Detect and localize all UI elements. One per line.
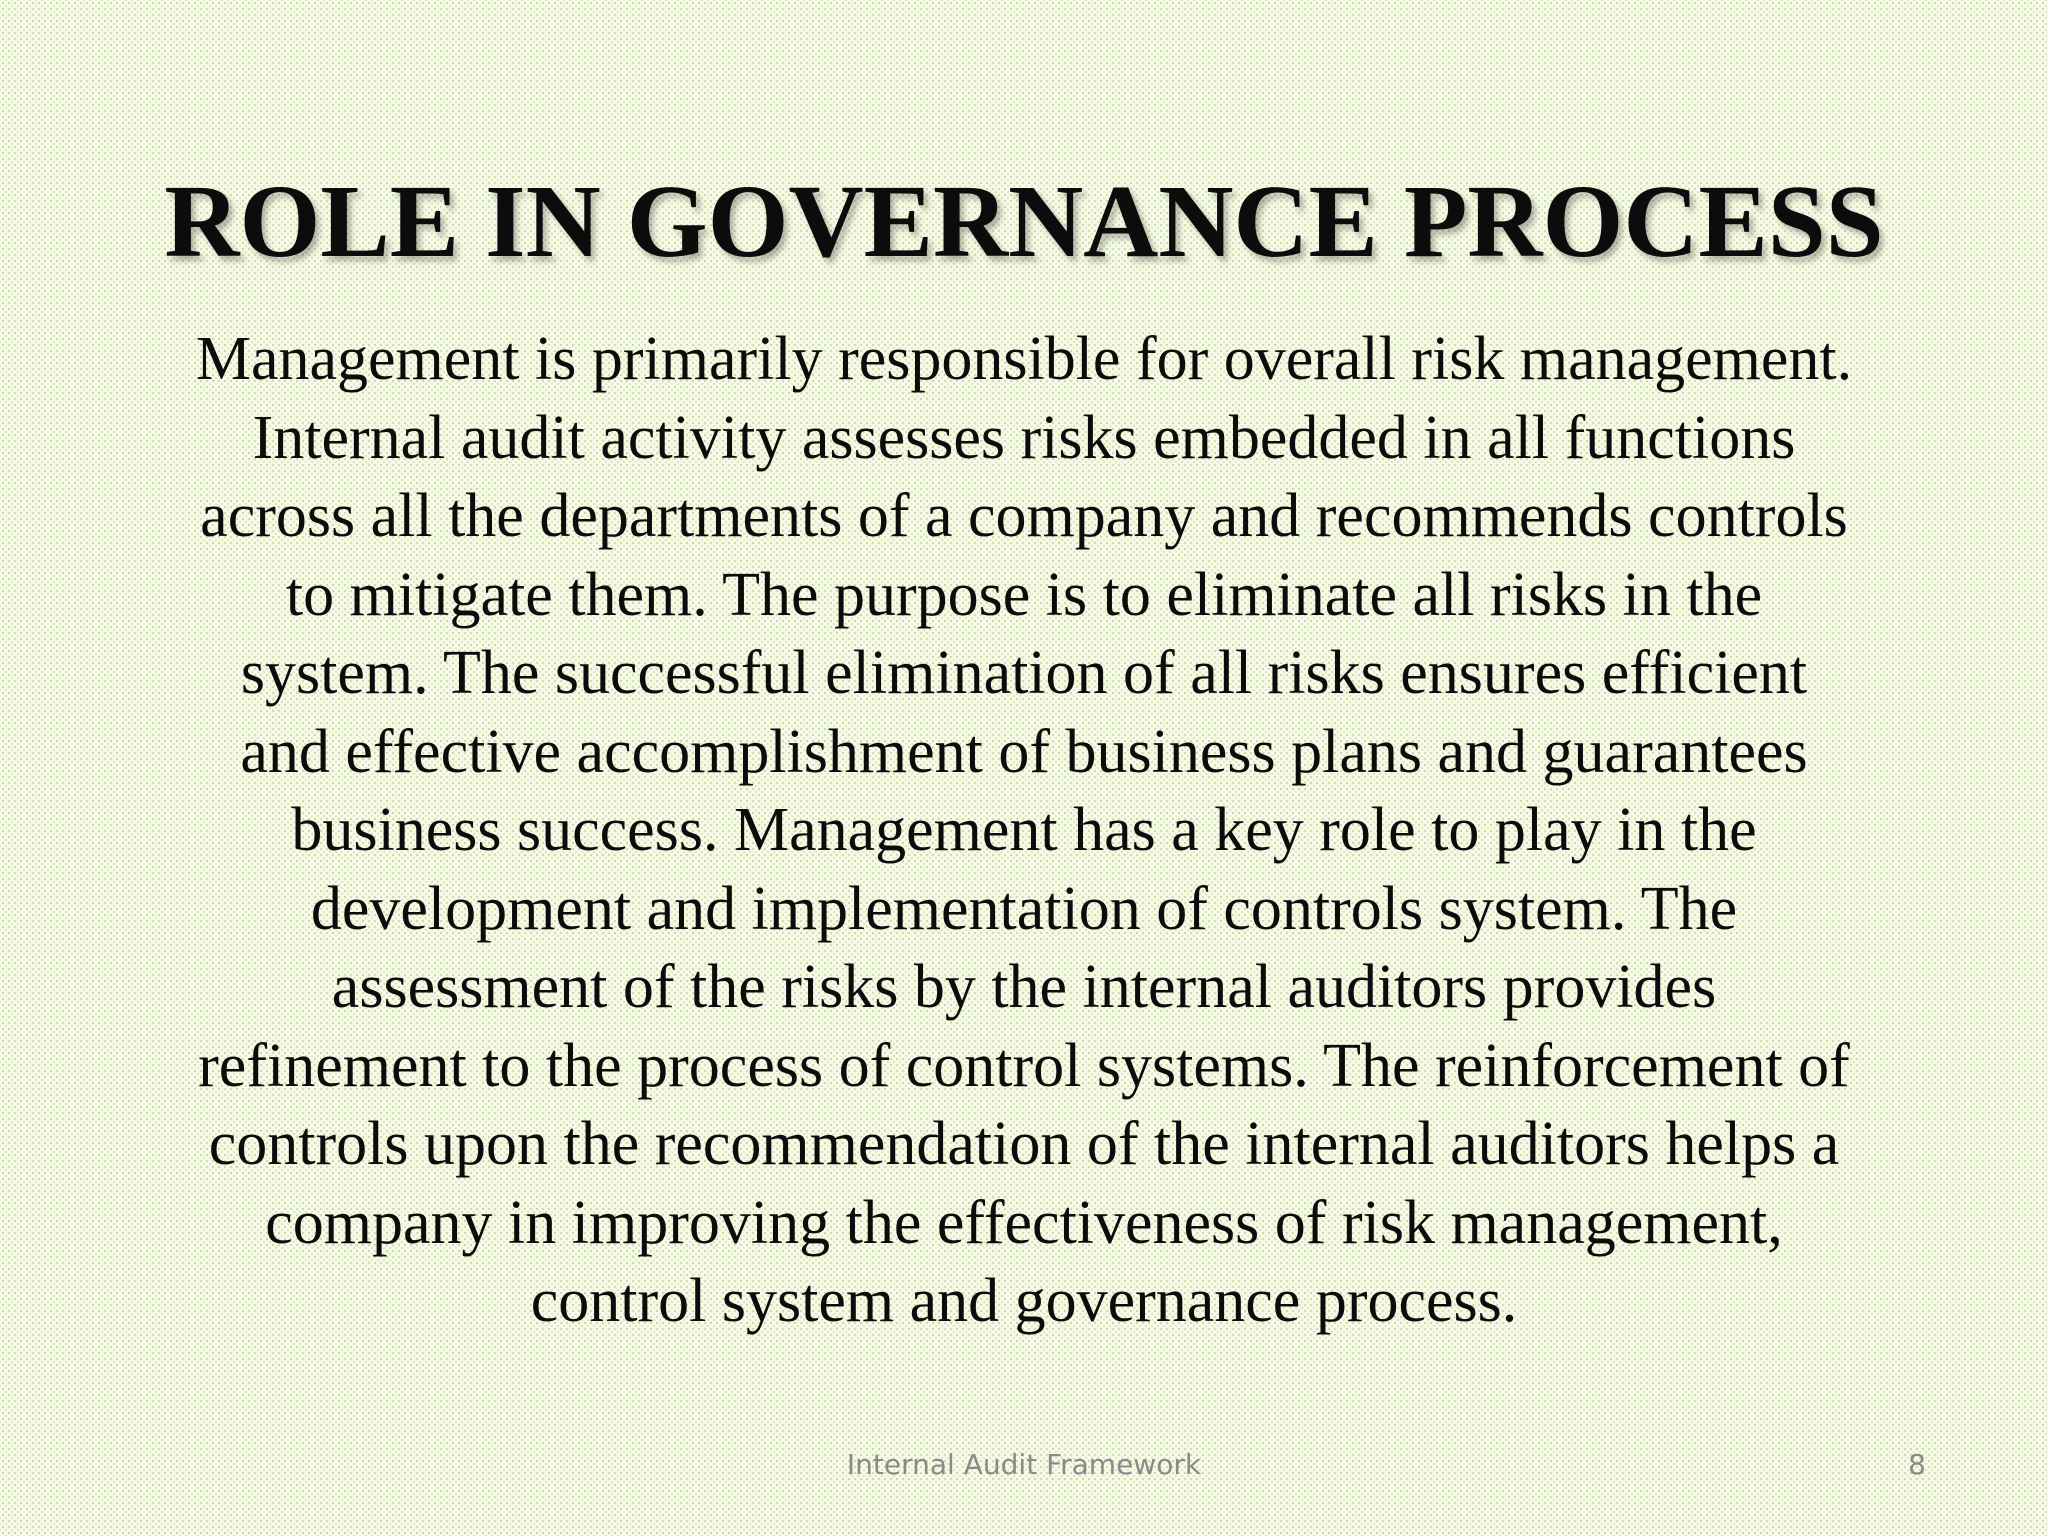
- body-line: company in improving the effectiveness of risk management,: [265, 1188, 1783, 1257]
- body-line: controls upon the recommendation of the internal auditors helps a: [208, 1110, 1840, 1178]
- body-line: control system and governance process.: [530, 1267, 1518, 1335]
- body-line: development and implementation of controls system. The: [310, 874, 1738, 943]
- body-line: Management is primarily responsible for overall risk management.: [195, 325, 1853, 393]
- body-line: Internal audit activity assesses risks embedded in all functions: [252, 403, 1796, 472]
- body-line: to mitigate them. The purpose is to eliminate all risks in the: [285, 560, 1763, 629]
- slide-body-text: [150, 320, 1898, 1341]
- body-line: system. The successful elimination of all risks ensures efficient: [240, 639, 1808, 707]
- body-line: across all the departments of a company and recommends controls: [200, 482, 1848, 550]
- slide-footer: Internal Audit Framework: [846, 1448, 1202, 1481]
- body-line: refinement to the process of control systems. The reinforcement of: [198, 1031, 1850, 1100]
- slide-title: ROLE IN GOVERNANCE PROCESS: [164, 164, 1884, 279]
- body-line: business success. Management has a key role to play in the: [291, 796, 1757, 864]
- body-line: assessment of the risks by the internal auditors provides: [331, 953, 1717, 1021]
- body-line: and effective accomplishment of business plans and guarantees: [240, 717, 1808, 786]
- page-number: 8: [1908, 1448, 1926, 1481]
